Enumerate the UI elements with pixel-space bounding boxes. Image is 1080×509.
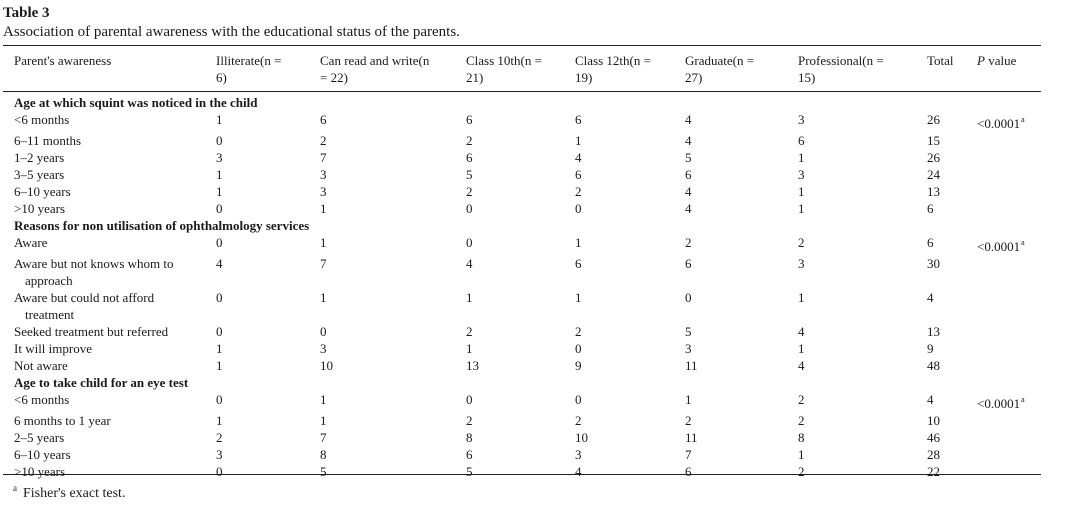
table-cell: 4 <box>575 150 582 165</box>
p-value-cell <box>977 357 1047 374</box>
table-cell: 3 <box>320 167 327 182</box>
table-cell: 11 <box>685 358 698 373</box>
table-cell: 0 <box>685 290 692 305</box>
table-cell: 2 <box>798 464 805 479</box>
table-cell: 28 <box>927 447 940 462</box>
table-cell: 3 <box>320 184 327 199</box>
table-cell: 6 <box>575 167 582 182</box>
row-label <box>14 132 216 149</box>
table-cell: 2 <box>685 235 692 250</box>
table-row <box>14 111 1047 132</box>
table-row <box>14 289 1047 323</box>
table-cell: 4 <box>685 133 692 148</box>
table-cell: 6 <box>685 167 692 182</box>
column-header-line: 6) <box>216 70 227 85</box>
p-value-cell <box>977 412 1047 429</box>
table-cell: 2 <box>320 133 327 148</box>
p-value-cell <box>977 234 1047 255</box>
table-cell: 0 <box>216 464 223 479</box>
table-cell: 6 <box>466 112 473 127</box>
p-value-cell <box>977 255 1047 289</box>
table-cell: 2 <box>466 133 473 148</box>
table-row <box>14 340 1047 357</box>
column-header-line: Total <box>927 53 954 68</box>
p-value: <0.0001 <box>977 116 1021 131</box>
row-label <box>14 429 216 446</box>
table-cell: 4 <box>466 256 473 271</box>
table-cell: 8 <box>320 447 327 462</box>
header-rule <box>3 91 1041 92</box>
footnote-mark: a <box>13 483 17 493</box>
row-label <box>14 255 216 289</box>
table-cell: 2 <box>575 413 582 428</box>
table-cell: 8 <box>466 430 473 445</box>
table-cell: 1 <box>216 358 223 373</box>
table-cell: 10 <box>927 413 940 428</box>
column-header <box>575 52 685 86</box>
table-cell: 5 <box>466 167 473 182</box>
row-label-continued: approach <box>25 273 73 288</box>
row-label-text: Aware <box>14 235 48 250</box>
table-cell: 1 <box>685 392 692 407</box>
column-header <box>216 52 320 86</box>
table-cell: 30 <box>927 256 940 271</box>
table-cell: 0 <box>466 235 473 250</box>
p-value-cell <box>977 183 1047 200</box>
p-value: <0.0001 <box>977 239 1021 254</box>
table-row <box>14 200 1047 217</box>
table-cell: 2 <box>798 235 805 250</box>
table-cell: 0 <box>216 324 223 339</box>
table-cell: 3 <box>798 112 805 127</box>
table-cell: 2 <box>685 413 692 428</box>
table-cell: 0 <box>216 235 223 250</box>
footnote <box>13 483 125 502</box>
p-italic: P <box>977 53 985 68</box>
row-label-text: >10 years <box>14 201 66 216</box>
table-cell: 1 <box>216 112 223 127</box>
table-cell: 13 <box>927 324 940 339</box>
table-cell: 2 <box>466 413 473 428</box>
column-header-line: Parent's awareness <box>14 53 112 68</box>
table-cell: 1 <box>320 235 327 250</box>
table-cell: 6 <box>320 112 327 127</box>
table-cell: 6 <box>685 464 692 479</box>
table-row <box>14 255 1047 289</box>
p-value-cell <box>977 323 1047 340</box>
table-cell: 7 <box>320 256 327 271</box>
row-label-text: 1–2 years <box>14 150 65 165</box>
column-header <box>685 52 798 86</box>
table-row <box>14 446 1047 463</box>
table-cell: 5 <box>320 464 327 479</box>
table-cell: 4 <box>927 290 934 305</box>
table-cell: 6 <box>466 447 473 462</box>
table-cell: 0 <box>216 133 223 148</box>
p-rest: value <box>984 53 1017 68</box>
table-cell: 0 <box>466 201 473 216</box>
table-cell: 4 <box>685 201 692 216</box>
table-cell: 1 <box>798 184 805 199</box>
table-cell: 5 <box>466 464 473 479</box>
table-cell: 10 <box>320 358 333 373</box>
table-cell: 7 <box>320 430 327 445</box>
table-cell: 4 <box>216 256 223 271</box>
section-heading-row <box>14 217 1047 234</box>
table-caption: Association of parental awareness with the educational status of the parents. <box>3 24 460 40</box>
table-cell: 6 <box>466 150 473 165</box>
top-rule <box>3 45 1041 46</box>
table-cell: 46 <box>927 430 940 445</box>
section-heading-row <box>14 374 1047 391</box>
row-label <box>14 340 216 357</box>
p-value-cell <box>977 149 1047 166</box>
table-cell: 1 <box>798 447 805 462</box>
table-cell: 2 <box>466 324 473 339</box>
table-row <box>14 166 1047 183</box>
footnote-text: Fisher's exact test. <box>23 486 126 501</box>
table-cell: 1 <box>216 341 223 356</box>
table-cell: 6 <box>798 133 805 148</box>
table-cell: 1 <box>216 184 223 199</box>
table-cell: 1 <box>466 290 473 305</box>
table-cell: 4 <box>685 112 692 127</box>
row-label-text: It will improve <box>14 341 92 356</box>
row-label-text: Not aware <box>14 358 68 373</box>
table-row <box>14 357 1047 374</box>
table-row <box>14 132 1047 149</box>
table-row <box>14 429 1047 446</box>
table-cell: 8 <box>798 430 805 445</box>
table-cell: 1 <box>320 392 327 407</box>
table-cell: 0 <box>216 290 223 305</box>
table-cell: 1 <box>575 235 582 250</box>
section-heading: Age to take child for an eye test <box>14 375 189 390</box>
table-cell: 1 <box>575 290 582 305</box>
row-label-text: Seeked treatment but referred <box>14 324 169 339</box>
p-value-note: a <box>1021 395 1025 404</box>
row-label <box>14 289 216 323</box>
row-label <box>14 149 216 166</box>
table-cell: 4 <box>798 324 805 339</box>
table-cell: 48 <box>927 358 940 373</box>
section-heading: Age at which squint was noticed in the child <box>14 95 258 110</box>
table-cell: 0 <box>216 392 223 407</box>
p-value-cell <box>977 289 1047 323</box>
table-cell: 5 <box>685 324 692 339</box>
table-cell: 0 <box>320 324 327 339</box>
table-cell: 4 <box>798 358 805 373</box>
table-cell: 26 <box>927 112 940 127</box>
table-cell: 24 <box>927 167 940 182</box>
table-cell: 11 <box>685 430 698 445</box>
row-label-text: <6 months <box>14 112 70 127</box>
row-label <box>14 357 216 374</box>
table-cell: 1 <box>466 341 473 356</box>
row-label <box>14 412 216 429</box>
table-cell: 3 <box>685 341 692 356</box>
section-heading: Reasons for non utilisation of ophthalmology services <box>14 218 310 233</box>
table-cell: 6 <box>575 256 582 271</box>
row-label-continued: treatment <box>25 307 75 322</box>
row-label-text: 6–11 months <box>14 133 82 148</box>
column-header-line: 15) <box>798 70 816 85</box>
table-cell: 6 <box>927 235 934 250</box>
row-label <box>14 323 216 340</box>
p-value-cell <box>977 200 1047 217</box>
table-cell: 1 <box>798 341 805 356</box>
row-label-text: >10 years <box>14 464 66 479</box>
p-value-cell <box>977 463 1047 480</box>
row-label-text: Aware but could not afford <box>14 290 155 305</box>
table-cell: 2 <box>575 324 582 339</box>
row-label-text: Aware but not knows whom to <box>14 256 174 271</box>
p-value-cell <box>977 446 1047 463</box>
p-value-cell <box>977 391 1047 412</box>
row-label <box>14 234 216 255</box>
row-label <box>14 166 216 183</box>
table-cell: 6 <box>575 112 582 127</box>
table-row <box>14 412 1047 429</box>
table-cell: 7 <box>685 447 692 462</box>
section-heading-row <box>14 94 1047 111</box>
column-header <box>466 52 575 86</box>
column-header-p-value <box>977 52 1047 86</box>
table-row <box>14 234 1047 255</box>
p-value-cell <box>977 166 1047 183</box>
column-header <box>14 52 216 86</box>
table-row <box>14 391 1047 412</box>
table-cell: 4 <box>685 184 692 199</box>
p-value-cell <box>977 132 1047 149</box>
table-cell: 0 <box>216 201 223 216</box>
table-cell: 22 <box>927 464 940 479</box>
row-label <box>14 183 216 200</box>
column-header-line: 21) <box>466 70 484 85</box>
table-cell: 3 <box>216 447 223 462</box>
row-label <box>14 446 216 463</box>
table-cell: 9 <box>927 341 934 356</box>
table-cell: 26 <box>927 150 940 165</box>
table-cell: 2 <box>798 413 805 428</box>
column-header-line: Graduate(n = <box>685 53 755 68</box>
table-cell: 9 <box>575 358 582 373</box>
table-cell: 10 <box>575 430 588 445</box>
table-cell: 1 <box>320 290 327 305</box>
row-label-text: 6–10 years <box>14 184 71 199</box>
table-cell: 1 <box>216 413 223 428</box>
table-cell: 3 <box>798 167 805 182</box>
row-label-text: 2–5 years <box>14 430 65 445</box>
table-row <box>14 149 1047 166</box>
column-header-line: 27) <box>685 70 703 85</box>
table-cell: 13 <box>466 358 479 373</box>
table-cell: 1 <box>798 290 805 305</box>
column-header-line: Can read and write(n <box>320 53 430 68</box>
row-label-text: 6 months to 1 year <box>14 413 111 428</box>
column-header <box>798 52 927 86</box>
table-cell: 1 <box>798 201 805 216</box>
table-cell: 5 <box>685 150 692 165</box>
table-row <box>14 463 1047 480</box>
table-cell: 1 <box>320 413 327 428</box>
table-cell: 0 <box>575 341 582 356</box>
table-header <box>14 52 1047 86</box>
p-value: <0.0001 <box>977 396 1021 411</box>
column-header-line: Class 10th(n = <box>466 53 542 68</box>
column-header-line: 19) <box>575 70 593 85</box>
column-header <box>927 52 977 86</box>
table-cell: 6 <box>685 256 692 271</box>
table-cell: 4 <box>927 392 934 407</box>
table-cell: 4 <box>575 464 582 479</box>
column-header-line: Class 12th(n = <box>575 53 651 68</box>
table-cell: 6 <box>927 201 934 216</box>
row-label <box>14 463 216 480</box>
table-cell: 2 <box>575 184 582 199</box>
row-label-text: 3–5 years <box>14 167 65 182</box>
table-cell: 3 <box>798 256 805 271</box>
p-value-cell <box>977 340 1047 357</box>
table-cell: 0 <box>575 392 582 407</box>
p-value-cell <box>977 429 1047 446</box>
column-header <box>320 52 466 86</box>
table-cell: 2 <box>466 184 473 199</box>
table-cell: 0 <box>466 392 473 407</box>
table-cell: 7 <box>320 150 327 165</box>
column-header-line: Illiterate(n = <box>216 53 282 68</box>
table-cell: 0 <box>575 201 582 216</box>
row-label-text: 6–10 years <box>14 447 71 462</box>
table-cell: 1 <box>320 201 327 216</box>
table-cell: 15 <box>927 133 940 148</box>
table-title: Table 3 <box>3 5 50 21</box>
row-label <box>14 200 216 217</box>
p-value-note: a <box>1021 115 1025 124</box>
table-cell: 3 <box>216 150 223 165</box>
row-label-text: <6 months <box>14 392 70 407</box>
row-label <box>14 391 216 412</box>
table-cell: 1 <box>575 133 582 148</box>
p-value-note: a <box>1021 238 1025 247</box>
table-row <box>14 323 1047 340</box>
table-cell: 13 <box>927 184 940 199</box>
p-value-cell <box>977 111 1047 132</box>
table-row <box>14 183 1047 200</box>
table-cell: 1 <box>798 150 805 165</box>
column-header-line: = 22) <box>320 70 348 85</box>
table-cell: 3 <box>575 447 582 462</box>
table-cell: 2 <box>798 392 805 407</box>
table-cell: 3 <box>320 341 327 356</box>
table-cell: 2 <box>216 430 223 445</box>
table-cell: 1 <box>216 167 223 182</box>
row-label <box>14 111 216 132</box>
column-header-line: Professional(n = <box>798 53 884 68</box>
data-table <box>14 94 1047 480</box>
